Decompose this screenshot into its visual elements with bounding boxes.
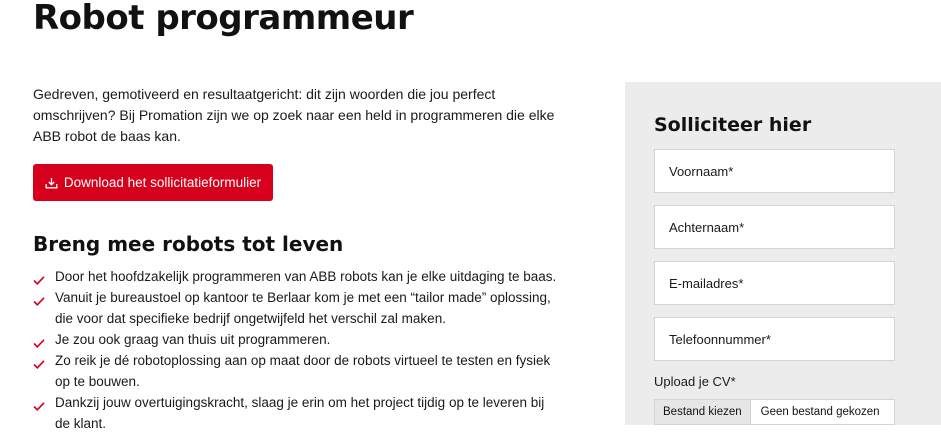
form-title: Solliciteer hier: [654, 114, 812, 136]
list-item: [33, 266, 563, 287]
application-form-panel: [625, 82, 941, 425]
upload-cv-label: Upload je CV*: [654, 374, 736, 389]
page-title: Robot programmeur: [33, 0, 414, 38]
download-icon: [45, 177, 58, 189]
list-item-text: Vanuit je bureaustoel op kantoor te Berlaar kom je met een “tailor made” oplossing, die voor dat specifieke bedrijf ongetwijfeld het verschil zal maken.: [55, 290, 551, 326]
last-name-input[interactable]: [654, 205, 895, 249]
list-item: [33, 392, 563, 434]
list-item-text: Zo reik je dé robotoplossing aan op maat door de robots virtueel te testen en fysiek op te bouwen.: [55, 353, 551, 389]
check-icon: [33, 355, 45, 376]
list-item: [33, 287, 563, 329]
download-form-button[interactable]: [33, 164, 273, 201]
file-status-text: Geen bestand gekozen: [760, 406, 880, 418]
benefits-list: [33, 266, 563, 434]
list-item-text: Door het hoofdzakelijk programmeren van ABB robots kan je elke uitdaging te baas.: [55, 269, 557, 284]
check-icon: [33, 292, 45, 313]
check-icon: [33, 397, 45, 418]
section-heading: Breng mee robots tot leven: [33, 232, 344, 256]
email-input[interactable]: [654, 261, 895, 305]
choose-file-button[interactable]: Bestand kiezen: [655, 400, 751, 424]
list-item-text: Je zou ook graag van thuis uit programmeren.: [55, 332, 331, 347]
download-form-label: Download het sollicitatieformulier: [63, 175, 262, 190]
intro-text: Gedreven, gemotiveerd en resultaatgericht: dit zijn woorden die jou perfect omschrijven? Bij Promation zijn we op zoek naar een held in programmeren die elke ABB robot de baas kan.: [33, 86, 555, 144]
phone-input[interactable]: [654, 317, 895, 361]
cv-file-picker: [654, 399, 895, 425]
list-item: [33, 350, 563, 392]
list-item: [33, 329, 563, 350]
list-item-text: Dankzij jouw overtuigingskracht, slaag je erin om het project tijdig op te leveren bij de klant.: [55, 395, 545, 431]
first-name-input[interactable]: [654, 149, 895, 193]
